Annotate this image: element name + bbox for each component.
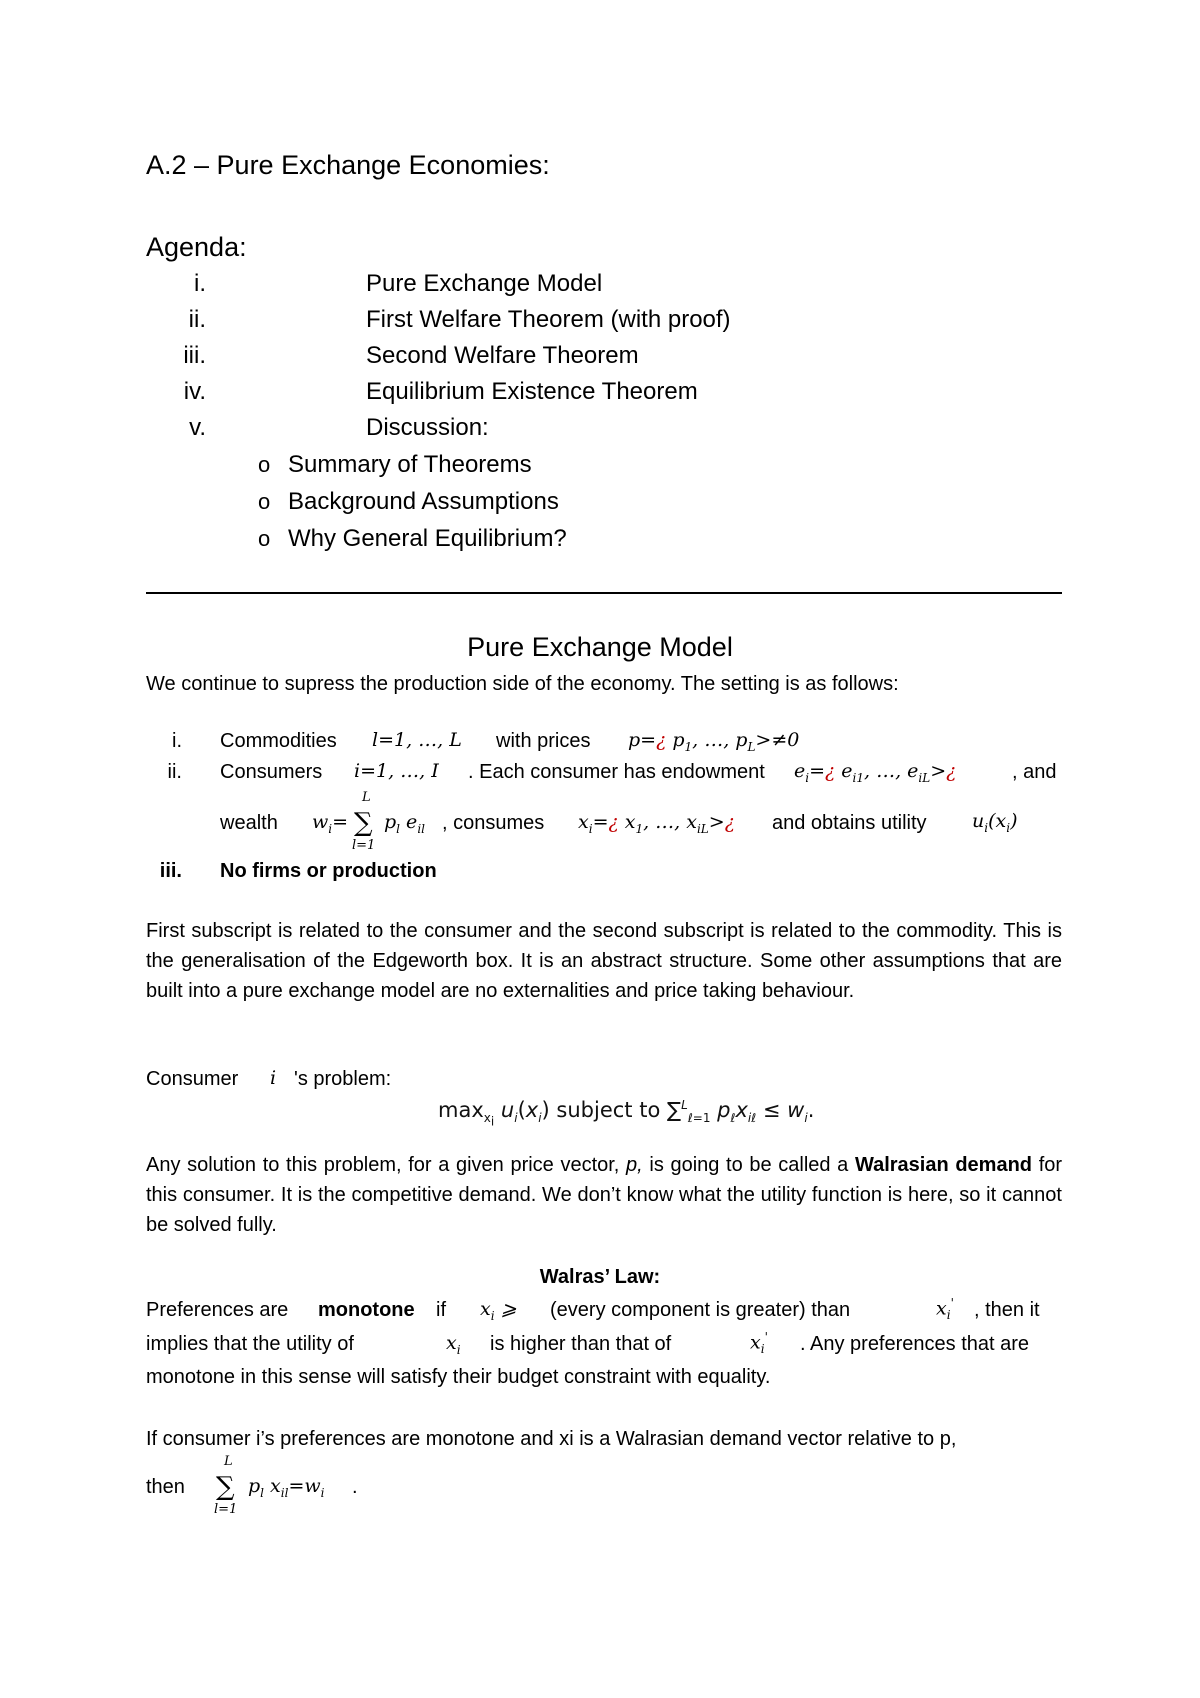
walras-line-1 (146, 1296, 1062, 1323)
text-run: (every component is greater) than (550, 1299, 851, 1321)
math-consumers: i=1, …, I (354, 760, 439, 782)
sum-symbol: L ∑ l=1 (352, 790, 376, 853)
math-xi-geq: $x_i$ ⩾ (480, 1298, 517, 1323)
section-title: Pure Exchange Model (467, 632, 733, 662)
agenda-item-label: First Welfare Theorem (with proof) (366, 306, 731, 333)
maximization-problem: $\max_{x_i} u_i(x_i)$ subject to ∑$^L_{\ell=1}$ $p_\ell x_{i\ell} \le w_i$. (438, 1098, 815, 1129)
list-text: and obtains utility (772, 812, 927, 834)
text-run: . Any preferences that are (800, 1333, 1030, 1355)
period: . (352, 1476, 358, 1498)
list-text: Commodities (220, 730, 337, 752)
agenda-item (146, 306, 746, 334)
text-run: for this consumer. It is the competitive demand. We don’t know what the utility function is here, so it cannot be solved fully. (146, 1154, 1063, 1236)
math-consumption: $x_i=¿$ $x_1$, …, $x_{iL}>¿$ (578, 811, 735, 836)
text-run: Any solution to this problem, for a given price vector, (146, 1154, 620, 1176)
agenda-subitem (258, 525, 567, 553)
text-run: monotone (318, 1299, 415, 1321)
list-text: , and (1012, 761, 1057, 783)
math-commodities: l=1, …, L (372, 729, 462, 751)
text-run: , then it (974, 1299, 1040, 1321)
agenda-item (146, 414, 746, 442)
setting-item-1 (146, 730, 1062, 753)
agenda-item (146, 342, 746, 370)
paragraph-walrasian-demand (146, 1150, 1062, 1240)
final-statement: If consumer i’s preferences are monotone and xi is a Walrasian demand vector relative to p, (146, 1428, 957, 1450)
agenda-item-label: Discussion: (366, 414, 489, 441)
problem-label: 's problem: (294, 1068, 392, 1090)
list-text: No firms or production (220, 860, 437, 882)
bullet-icon: o (258, 452, 271, 477)
math-xi: $x_i$ (446, 1332, 461, 1357)
list-text: wealth (220, 812, 278, 834)
math-xi-prime: $x_i'$ (936, 1296, 954, 1323)
agenda-item-label: Equilibrium Existence Theorem (366, 378, 698, 405)
walras-law-title: Walras’ Law: (539, 1266, 661, 1288)
math-xi-prime: $x_i'$ (750, 1330, 768, 1357)
agenda-item-number: iii. (183, 342, 206, 369)
agenda-item (146, 270, 746, 298)
math-wealth-rhs: $p_l$ $e_{il}$ (384, 811, 425, 836)
bullet-icon: o (258, 526, 271, 551)
text-run: is higher than that of (490, 1333, 672, 1355)
text-run: is going to be called a (649, 1154, 849, 1176)
agenda-item-number: i. (194, 270, 206, 297)
math-wealth-lhs: $w_i=$ (312, 811, 349, 836)
horizontal-divider (146, 592, 1062, 594)
math-consumer-i: i (270, 1067, 277, 1089)
text-run: if (436, 1299, 446, 1321)
agenda-subitem (258, 451, 532, 479)
list-number: iii. (159, 860, 182, 882)
consumer-label: Consumer (146, 1068, 239, 1090)
text-run: Walrasian demand (854, 1154, 1033, 1176)
agenda-item-label: Pure Exchange Model (366, 270, 603, 297)
agenda-item (146, 378, 746, 406)
agenda-item-label: Second Welfare Theorem (366, 342, 639, 369)
list-number: ii. (167, 761, 182, 783)
text-run: implies that the utility of (146, 1333, 354, 1355)
agenda-subitem-label: Summary of Theorems (288, 451, 532, 478)
math-endowment: $e_i=¿$ $e_{i1}$, …, $e_{iL}>¿$ (794, 760, 957, 785)
page-heading: A.2 – Pure Exchange Economies: (146, 150, 550, 180)
walras-line-2 (146, 1330, 1062, 1357)
agenda-subitem (258, 488, 559, 516)
setting-item-2-cont (146, 790, 1062, 856)
math-budget-equality: $p_l$ $x_{il}=w_i$ (248, 1475, 325, 1500)
agenda-item-number: ii. (188, 306, 206, 333)
paragraph-subscripts: First subscript is related to the consumer and the second subscript is related to the commodity. This is the generalisation of the Edgeworth box. It is an abstract structure. Some other assumptions that are built into a pure exchange model are no externalities and price taking behaviour. (146, 920, 1062, 1002)
list-text: Consumers (220, 761, 323, 783)
text-run: Preferences are (146, 1299, 289, 1321)
bullet-icon: o (258, 489, 271, 514)
setting-item-2 (146, 761, 1062, 784)
list-text: . Each consumer has endowment (468, 761, 765, 783)
walras-line-3: monotone in this sense will satisfy their budget constraint with equality. (146, 1366, 771, 1388)
list-number: i. (172, 730, 182, 752)
list-text: with prices (496, 730, 591, 752)
math-utility: $u_i(x_i)$ (972, 810, 1018, 835)
text-run: p, (626, 1154, 643, 1176)
setting-item-3 (146, 860, 1062, 883)
agenda-subitem-label: Why General Equilibrium? (288, 525, 567, 552)
agenda-subitem-label: Background Assumptions (288, 488, 559, 515)
math-prices: p=¿ $p_1$, …, $p_L>\ne 0$ (628, 729, 800, 754)
text-run: then (146, 1476, 185, 1498)
list-text: , consumes (442, 812, 545, 834)
sum-symbol: L ∑ l=1 (214, 1454, 238, 1517)
agenda-item-number: iv. (183, 378, 206, 405)
consumer-problem-line (146, 1068, 1062, 1091)
section-intro: We continue to supress the production side of the economy. The setting is as follows: (146, 673, 899, 695)
walras-law-equation (146, 1454, 1062, 1526)
agenda-item-number: v. (189, 414, 206, 441)
agenda-title: Agenda: (146, 232, 247, 262)
subject-to-text: subject to (556, 1098, 661, 1122)
